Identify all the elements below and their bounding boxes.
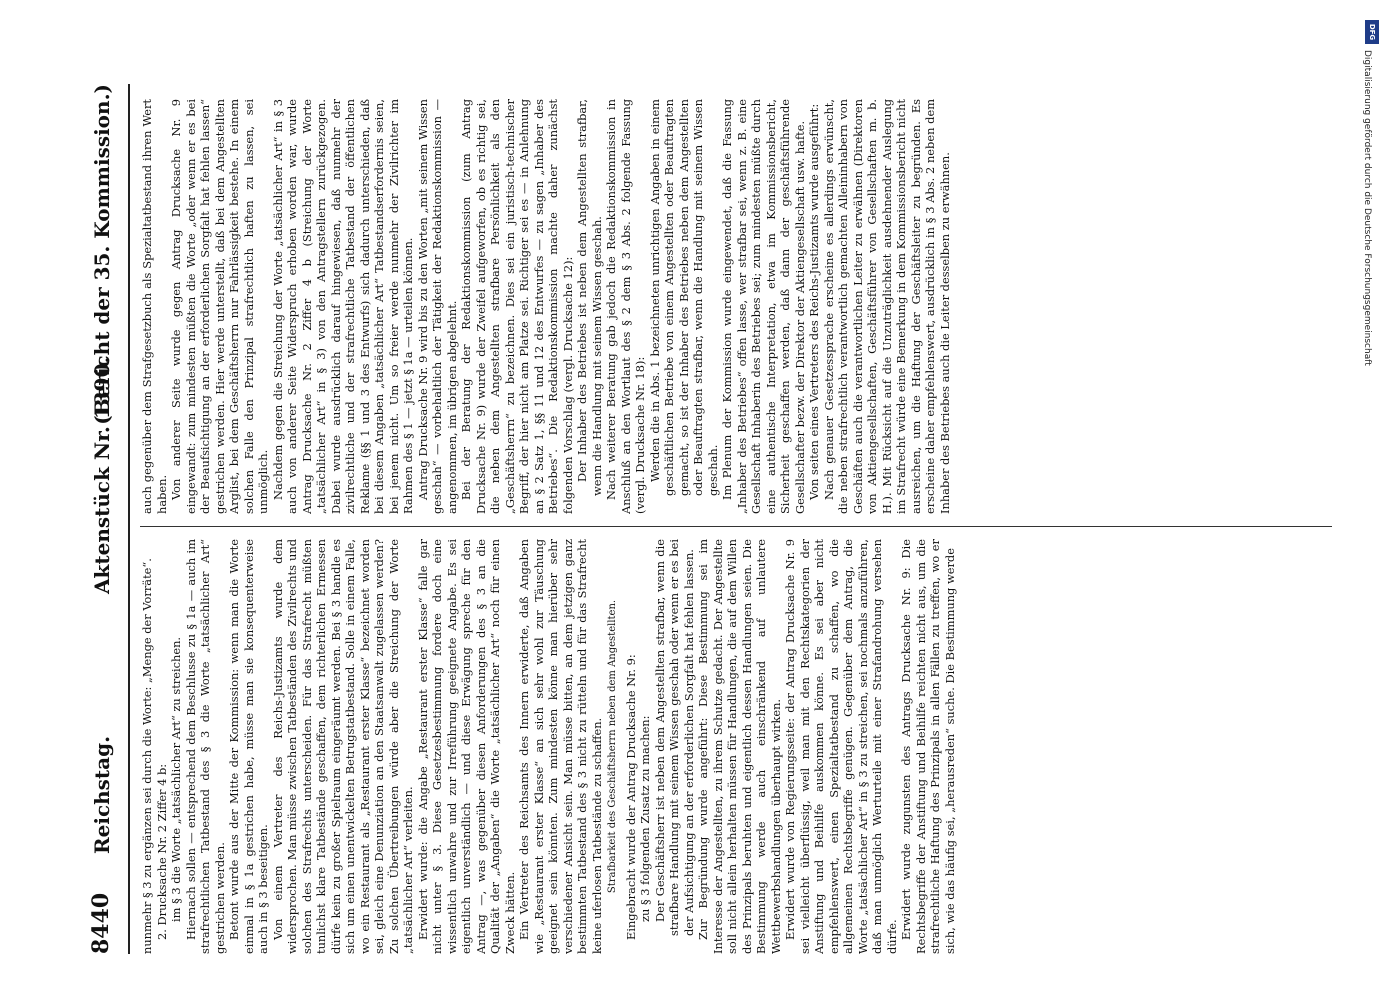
paragraph: Hiernach sollen — entsprechend dem Beschlusse zu § 1a — auch im strafrechtlichen Tatbestand des § 3 die Worte „tatsächlicher Art“ gestrichen werden.: [183, 539, 227, 954]
paragraph: Nach weiterer Beratung gab jedoch die Redaktionskommission in Anschluß an den Wortlaut des § 2 dem § 3 Abs. 2 folgende Fassung (vergl. Drucksache Nr. 18):: [604, 99, 647, 514]
paragraph: Betont wurde aus der Mitte der Kommission: wenn man die Worte einmal in § 1a gestrichen habe, müsse man sie konsequenterweise auch in § 3 beseitigen.: [227, 539, 270, 954]
paragraph: Ein Vertreter des Reichsamts des Innern erwiderte, daß Angaben wie „Restaurant erster Klasse“ an sich sehr wohl zur Täuschung geeignet sein könnten. Zum mindesten könne man hierüber sehr verschiedener Ansicht sein. Man müsse bitten, an dem jetzigen ganz bestimmten Tatbestand des § 3 nicht zu rütteln und für das Strafrecht keine uferlosen Tatbestände zu schaffen.: [517, 539, 604, 954]
paragraph-quote: Der Inhaber des Betriebes ist neben dem Angestellten strafbar, wenn die Handlung mit seinem Wissen geschah.: [575, 99, 604, 496]
dfg-logo-icon: DFG: [1365, 20, 1379, 44]
column-divider: [140, 526, 1332, 527]
paragraph: Eingebracht wurde der Antrag Drucksache Nr. 9:: [623, 654, 638, 940]
paragraph: Erwidert wurde zugunsten des Antrags Drucksache Nr. 9: Die Rechtsbegriffe der Anstiftung und Beihilfe reichten nicht aus, um die strafrechtliche Haftung des Prinzipals in allen Fällen zu treffen, wo er sich, wie das häufig sei, „herausreden“ suche. Die Bestimmung werde: [899, 539, 957, 954]
paragraph: Bei der Beratung der Redaktionskommission (zum Antrag Drucksache Nr. 9) wurde der Zweifel aufgeworfen, ob es richtig sei, die neben dem Angestellten strafbare Persönlichkeit als den „Geschäftsherrn“ zu bezeichnen. Dies sei ein juristisch-technischer Begriff, der hier nicht am Platze sei. Richtiger sei es — in Anlehnung an § 2 Satz 1, §§ 11 und 12 des Entwurfes — zu sagen „Inhaber des Betriebes“. Die Redaktionskommission machte daher zunächst folgenden Vorschlag (vergl. Drucksache 12):: [459, 99, 575, 514]
paragraph-quote: Werden die in Abs. 1 bezeichneten unrichtigen Angaben in einem geschäftlichen Betriebe von einem Angestellten oder Beauftragten gemacht, so ist der Inhaber des Betriebes neben dem Angestellten oder Beauftragten strafbar, wenn die Handlung mit seinem Wissen geschah.: [647, 99, 720, 496]
page-number: 8440: [88, 892, 114, 954]
paragraph: Erwidert wurde: die Angabe „Restaurant erster Klasse“ falle gar nicht unter § 3. Diese Gesetzesbestimmung fordere doch eine wissentlich unwahre und zur Irreführung geeignete Angabe. Es sei eigentlich unverständlich — und diese Erwägung spreche für den Antrag —, was gegenüber diesen Anforderungen des § 3 an die Qualität der „Angaben“ die Worte „tatsächlicher Art“ noch für einen Zweck hätten.: [415, 539, 517, 954]
paragraph: nunmehr § 3 zu ergänzen sei durch die Worte: „Menge der Vorräte“.: [140, 558, 154, 954]
paragraph: Nach genauer Gesetzessprache erscheine es allerdings erwünscht, die neben strafrechtlich verantwortlich gemachten Alleininhabern von Geschäften auch die verantwortlichen Leiter zu erwähnen (Direktoren von Aktiengesellschaften, Geschäftsführer von Gesellschaften m. b. H.). Mit Rücksicht auf die Unzuträglichkeit ausdehnender Auslegung im Strafrecht würde eine Bemerkung in dem Kommissionsbericht nicht ausreichen, um die Haftung der Geschäftsleiter zu begründen. Es erscheine daher empfehlenswert, ausdrücklich in § 3 Abs. 2 neben dem Inhaber des Betriebes auch die Leiter desselben zu erwähnen.: [821, 99, 952, 514]
paragraph: Antrag Drucksache Nr. 9 wird bis zu den Worten „mit seinem Wissen geschah“ — vorbehaltlich der Tätigkeit der Redaktionskommission — angenommen, im übrigen abgelehnt.: [415, 99, 459, 514]
paragraph-quote: zu § 3 folgenden Zusatz zu machen:: [638, 715, 652, 922]
paragraph: Von anderer Seite wurde gegen Antrag Drucksache Nr. 9 eingewandt: zum mindesten müßten die Worte „oder wenn er es bei der Beaufsichtigung an der erforderlichen Sorgfalt hat fehlen lassen“ gestrichen werden. Hier werde unterstellt, daß bei dem Angestellten Arglist, bei dem Geschäftsherrn nur Fahrlässigkeit bestehe. In einem solchen Falle den Prinzipal strafrechtlich haften zu lassen, sei unmöglich.: [169, 99, 270, 514]
paragraph: Erwidert wurde von Regierungsseite: der Antrag Drucksache Nr. 9 sei vielleicht überflüssig, weil man mit den Rechtskategorien der Anstiftung und Beihilfe auskommen könne. Es sei aber nicht empfehlenswert, einen Spezialtatbestand zu schaffen, wo die allgemeinen Rechtsbegriffe genügen. Gegenüber dem Antrag, die Worte „tatsächlicher Art“ in § 3 zu streichen, sei nochmals anzuführen, daß man unmöglich Werturteile mit einer Strafandrohung versehen dürfe.: [783, 539, 899, 954]
paragraph: Zur Begründung wurde angeführt: Diese Bestimmung sei im Interesse der Angestellten, zu ihrem Schutze gedacht. Der Angestellte soll nicht allein herhalten müssen für Handlungen, die auf dem Willen des Prinzipals beruhten und eigentlich dessen Handlungen seien. Die Bestimmung werde auch einschränkend auf unlautere Wettbewerbshandlungen überhaupt wirken.: [696, 539, 783, 954]
header-rule: [128, 84, 130, 954]
paragraph: 2. Drucksache Nr. 2 Ziffer 4 b:: [154, 763, 169, 940]
paragraph: Von seiten eines Vertreters des Reichs-Justizamts wurde ausgeführt:: [807, 103, 821, 500]
header-left-title: Reichstag.: [90, 735, 114, 854]
left-column: [140, 539, 1332, 954]
header-document-number: Aktenstück Nr. 1390.: [90, 356, 114, 594]
paragraph: Nachdem gegen die Streichung der Worte „tatsächlicher Art“ in § 3 auch von anderer Seite Widerspruch erhoben worden war, wurde Antrag Drucksache Nr. 2 Ziffer 4 b (Streichung der Worte „tatsächlicher Art“ in § 3) von den Antragstellern zurückgezogen. Dabei wurde ausdrücklich darauf hingewiesen, daß nunmehr der zivilrechtliche und der strafrechtliche Tatbestand der öffentlichen Reklame (§§ 1 und 3 des Entwurfs) sich dadurch unterschieden, daß bei diesem Angaben „tatsächlicher Art“ Tatbestandserfordernis seien, bei jenem nicht. Um so freier werde nunmehr der Zivilrichter im Rahmen des § 1 — jetzt § 1a — urteilen können.: [270, 99, 415, 514]
header-report-title: (Bericht der 35. Kommission.): [90, 84, 114, 425]
rotated-document-page: [82, 84, 1332, 954]
digitization-credit: Digitalisierung gefördert durch die Deutsche Forschungsgemeinschaft: [1362, 50, 1372, 366]
section-subhead: Strafbarkeit des Geschäftsherrn neben dem Angestellten.: [607, 599, 618, 894]
right-column: [140, 99, 1332, 514]
paragraph-quote: im § 3 die Worte „tatsächlicher Art“ zu streichen.: [169, 636, 183, 922]
paragraph: Im Plenum der Kommission wurde eingewendet, daß die Fassung „Inhaber des Betriebes“ offen lasse, wer strafbar sei, wenn z. B. eine Gesellschaft Inhaberin des Betriebes sei; zum mindesten müßte durch eine authentische Interpretation, etwa im Kommissionsbericht, Sicherheit geschaffen werden, daß dann der geschäftsführende Gesellschafter bezw. der Direktor der Aktiengesellschaft usw. hafte.: [720, 99, 807, 514]
digitization-sidebar: [1362, 20, 1382, 980]
paragraph-quote: Der Geschäftsherr ist neben dem Angestellten strafbar, wenn die strafbare Handlung mit seinem Wissen geschah oder wenn er es bei der Aufsichtigung an der erforderlichen Sorgfalt hat fehlen lassen.: [652, 539, 696, 936]
paragraph: auch gegenüber dem Strafgesetzbuch als Spezialtatbestand ihren Wert haben.: [140, 99, 169, 514]
paragraph: Von einem Vertreter des Reichs-Justizamts wurde dem widersprochen. Man müsse zwischen Tatbeständen des Zivilrechts und solchen des Strafrechts unterscheiden. Für das Strafrecht müßten tunlichst klare Tatbestände geschaffen, dem richterlichen Ermessen dürfe kein zu großer Spielraum eingeräumt werden. Bei § 3 handle es sich um einen unentwickelten Betrugstatbestand. Solle in einem Falle, wo ein Restaurant als „Restaurant erster Klasse“ bezeichnet worden sei, gleich eine Denunziation an den Staatsanwalt zugelassen werden? Zu solchen Übertreibungen würde aber die Streichung der Worte „tatsächlicher Art“ verleiten.: [270, 539, 415, 954]
page-header: [82, 84, 122, 954]
